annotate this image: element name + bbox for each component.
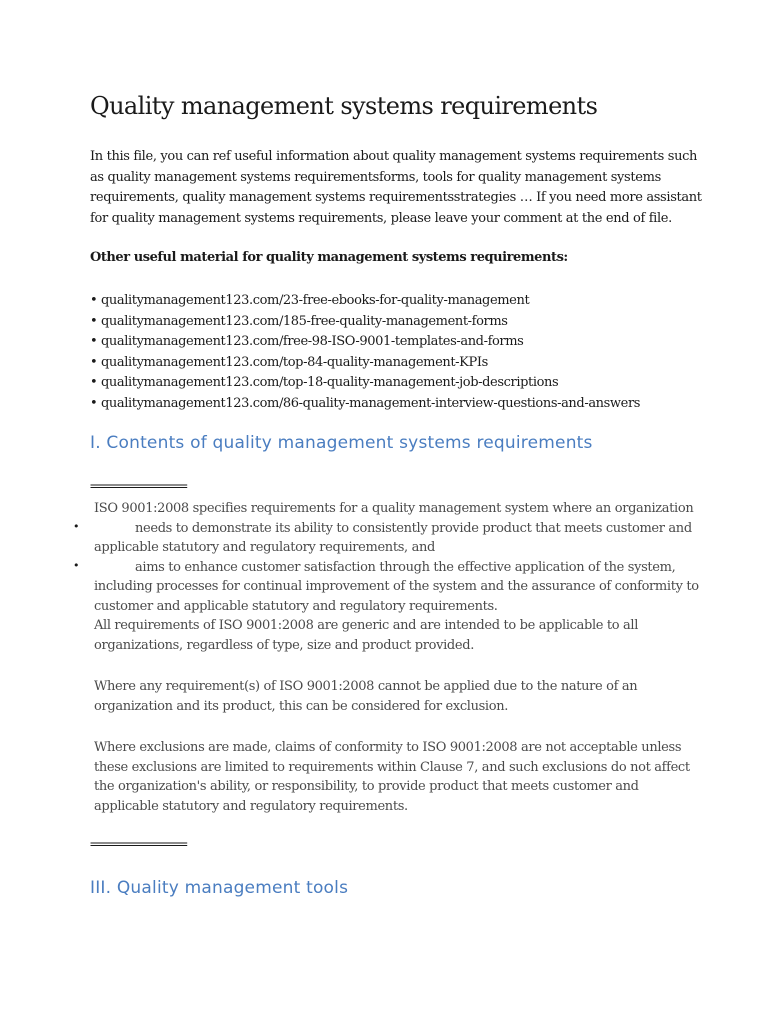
bullet-one-line: applicable statutory and regulatory requirements, and: [94, 540, 435, 555]
resource-link[interactable]: • qualitymanagement123.com/top-18-quality-management-job-descriptions: [90, 375, 559, 390]
paragraph-line: the organization's ability, or responsibility, to provide product that meets customer and: [94, 779, 639, 794]
exclusion-conformity-paragraph: [94, 738, 690, 816]
bullet-dot-icon: •: [73, 559, 80, 572]
other-material-heading: Other useful material for quality management systems requirements:: [90, 250, 568, 265]
all-requirements-line: All requirements of ISO 9001:2008 are generic and are intended to be applicable to all: [94, 618, 639, 633]
paragraph-line: Where any requirement(s) of ISO 9001:2008 cannot be applied due to the nature of an: [94, 679, 638, 694]
divider-rule: ==================: [90, 479, 186, 493]
intro-line: requirements, quality management systems requirementsstrategies … If you need more assistant: [90, 190, 702, 205]
all-requirements-line: organizations, regardless of type, size and product provided.: [94, 637, 474, 653]
resource-link[interactable]: • qualitymanagement123.com/top-84-quality-management-KPIs: [90, 354, 488, 370]
paragraph-line: applicable statutory and regulatory requirements.: [94, 798, 408, 814]
section-heading-contents: I. Contents of quality management systems requirements: [90, 433, 593, 453]
page-title: Quality management systems requirements: [90, 92, 598, 120]
resource-link[interactable]: • qualitymanagement123.com/23-free-ebooks-for-quality-management: [90, 293, 530, 308]
bullet-one-line: needs to demonstrate its ability to consistently provide product that meets customer and: [135, 520, 692, 536]
bullet-two-line: customer and applicable statutory and regulatory requirements.: [94, 598, 498, 614]
iso-intro-block: [94, 499, 699, 655]
intro-line: as quality management systems requirementsforms, tools for quality management systems: [90, 169, 661, 185]
paragraph-line: these exclusions are limited to requirements within Clause 7, and such exclusions do not affect: [94, 759, 690, 775]
intro-line: for quality management systems requirements, please leave your comment at the end of file.: [90, 210, 672, 226]
intro-paragraph: [90, 147, 702, 229]
resource-link[interactable]: • qualitymanagement123.com/185-free-quality-management-forms: [90, 313, 508, 329]
paragraph-line: Where exclusions are made, claims of conformity to ISO 9001:2008 are not acceptable unless: [94, 740, 682, 755]
bullet-two-line: aims to enhance customer satisfaction through the effective application of the system,: [135, 559, 676, 575]
resource-link[interactable]: • qualitymanagement123.com/free-98-ISO-9001-templates-and-forms: [90, 334, 524, 349]
bullet-two-line: including processes for continual improvement of the system and the assurance of conformity to: [94, 579, 699, 594]
resource-link[interactable]: • qualitymanagement123.com/86-quality-management-interview-questions-and-answers: [90, 395, 641, 411]
bullet-dot-icon: •: [73, 520, 80, 533]
iso-intro-line: ISO 9001:2008 specifies requirements for a quality management system where an organization: [94, 501, 694, 516]
paragraph-line: organization and its product, this can be considered for exclusion.: [94, 698, 509, 714]
divider-rule: ==================: [90, 837, 186, 851]
exclusion-applicability-paragraph: [94, 677, 637, 716]
resource-link-list: [90, 291, 640, 414]
section-heading-tools: III. Quality management tools: [90, 878, 349, 898]
intro-line: In this file, you can ref useful information about quality management systems requirements such: [90, 149, 698, 164]
